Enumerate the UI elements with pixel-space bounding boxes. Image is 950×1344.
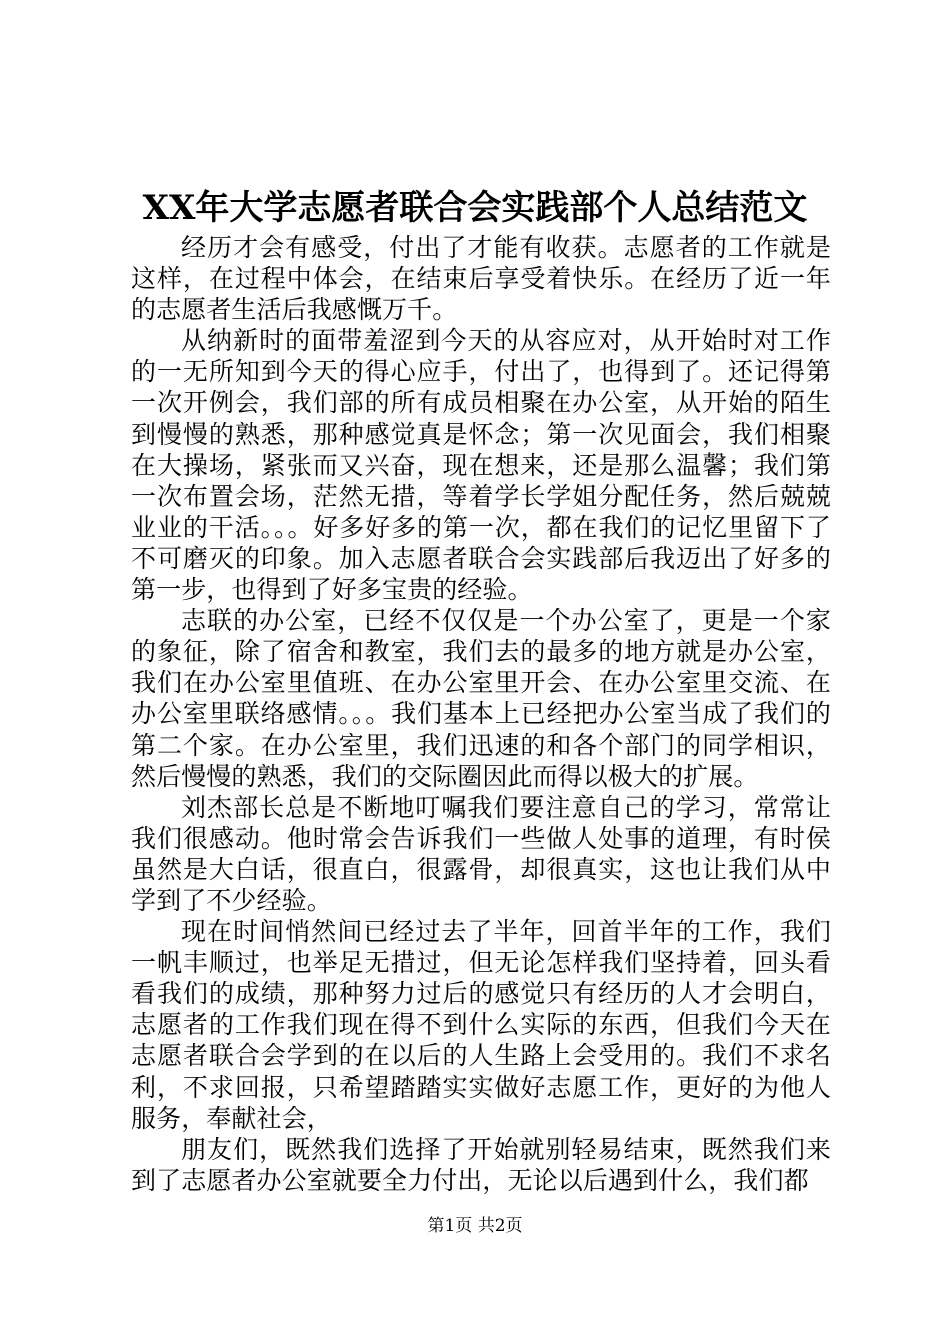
paragraph: 从纳新时的面带羞涩到今天的从容应对，从开始时对工作的一无所知到今天的得心应手，付出了，也得到了。还记得第一次开例会，我们部的所有成员相聚在办公室，从开始的陌生到慢慢的熟悉，那种感觉真是怀念；第一次见面会，我们相聚在大操场，紧张而又兴奋，现在想来，还是那么温馨；我们第一次布置会场，茫然无措，等着学长学姐分配任务，然后兢兢业业的干活。。。好多好多的第一次，都在我们的记忆里留下了不可磨灭的印象。加入志愿者联合会实践部后我迈出了好多的第一步，也得到了好多宝贵的经验。 — [131, 326, 831, 605]
paragraph: 经历才会有感受，付出了才能有收获。志愿者的工作就是这样，在过程中体会，在结束后享受着快乐。在经历了近一年的志愿者生活后我感慨万千。 — [131, 233, 831, 325]
document-title: XX年大学志愿者联合会实践部个人总结范文 — [142, 188, 808, 228]
paragraph: 现在时间悄然间已经过去了半年，回首半年的工作，我们一帆丰顺过，也举足无措过，但无论怎样我们坚持着，回头看看我们的成绩，那种努力过后的感觉只有经历的人才会明白，志愿者的工作我们现在得不到什么实际的东西，但我们今天在志愿者联合会学到的在以后的人生路上会受用的。我们不求名利，不求回报，只希望踏踏实实做好志愿工作，更好的为他人服务，奉献社会， — [131, 917, 831, 1133]
paragraph: 刘杰部长总是不断地叮嘱我们要注意自己的学习，常常让我们很感动。他时常会告诉我们一些做人处事的道理，有时侯虽然是大白话，很直白，很露骨，却很真实，这也让我们从中学到了不少经验。 — [131, 792, 831, 915]
page-footer: 第1页 共2页 — [427, 1216, 523, 1236]
document-body — [131, 232, 831, 1196]
paragraph: 志联的办公室，已经不仅仅是一个办公室了，更是一个家的象征，除了宿舍和教室，我们去的最多的地方就是办公室，我们在办公室里值班、在办公室里开会、在办公室里交流、在办公室里联络感情。。。我们基本上已经把办公室当成了我们的第二个家。在办公室里，我们迅速的和各个部门的同学相识，然后慢慢的熟悉，我们的交际圈因此而得以极大的扩展。 — [131, 606, 831, 791]
paragraph: 朋友们，既然我们选择了开始就别轻易结束，既然我们来到了志愿者办公室就要全力付出，无论以后遇到什么，我们都 — [131, 1134, 831, 1195]
